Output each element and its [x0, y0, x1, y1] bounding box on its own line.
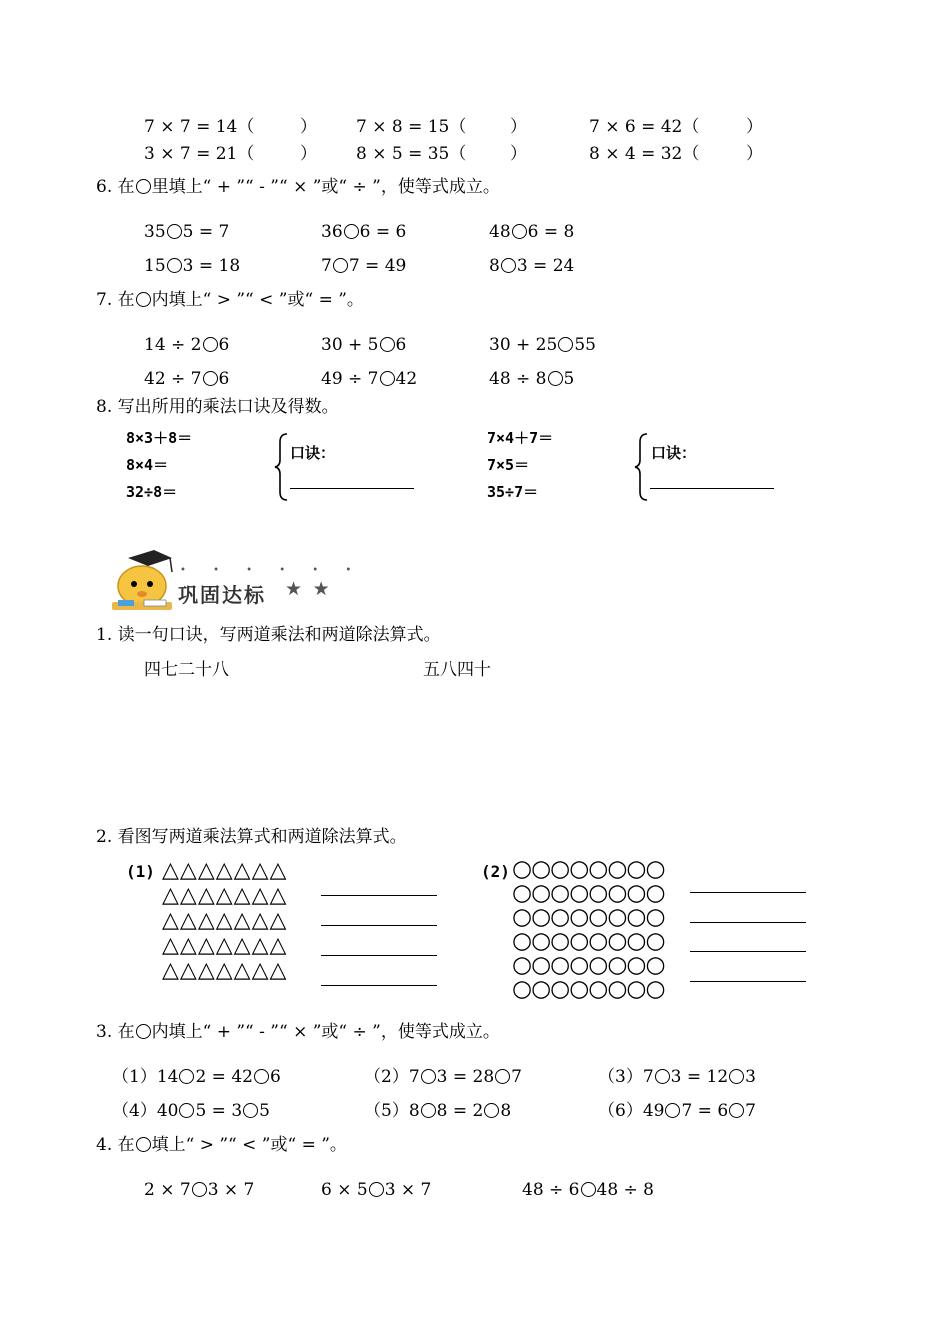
p2-title: 2. 看图写两道乘法算式和两道除法算式。 [96, 827, 407, 847]
koujue-label: 口诀： [290, 444, 336, 462]
blank-circle-icon[interactable] [192, 1182, 207, 1197]
paren-close: ） [746, 144, 763, 164]
q8-left-line: 8×3＋8＝ [126, 429, 193, 447]
p3-title: 3. 在 内填上“ + ”“ - ”“ × ”或“ ÷ ”，使等式成立。 [96, 1022, 500, 1042]
q7-item: 49 ÷ 7 42 [321, 369, 418, 389]
blank-circle-icon[interactable] [333, 258, 348, 273]
p1-item: 五八四十 [423, 660, 491, 680]
brace-icon [634, 432, 650, 502]
blank-circle-icon[interactable] [344, 224, 359, 239]
star-icon: ★ ★ [285, 578, 332, 600]
blank-circle-icon[interactable] [421, 1103, 436, 1118]
brace-icon [274, 432, 290, 502]
answer-line[interactable] [321, 955, 437, 956]
q7-item: 30 + 25 55 [489, 335, 596, 355]
q6-item: 15 3 = 18 [144, 256, 241, 276]
q8-right-line: 7×4＋7＝ [487, 429, 554, 447]
q6-item: 36 6 = 6 [321, 222, 407, 242]
p3-item: （5）8 8 = 2 8 [364, 1101, 512, 1121]
blank-circle-icon [136, 1024, 151, 1039]
p3-item: （6）49 7 = 6 7 [598, 1101, 756, 1121]
blank-circle-icon[interactable] [729, 1103, 744, 1118]
p4-title: 4. 在 填上“ > ”“ < ”或“ = ”。 [96, 1135, 347, 1155]
p3-item: （2）7 3 = 28 7 [364, 1067, 522, 1087]
blank-circle-icon[interactable] [179, 1069, 194, 1084]
circle-row: ○○○○○○○○ [512, 952, 665, 978]
paren-close: ） [510, 144, 527, 164]
decor-dots: • • • • • • [180, 565, 364, 576]
circle-row: ○○○○○○○○ [512, 880, 665, 906]
q7-title: 7. 在 内填上“ > ”“ < ”或“ = ”。 [96, 290, 364, 310]
blank-circle-icon[interactable] [254, 1069, 269, 1084]
blank-circle-icon[interactable] [179, 1103, 194, 1118]
blank-circle-icon[interactable] [203, 371, 218, 386]
answer-line[interactable] [321, 985, 437, 986]
blank-circle-icon[interactable] [167, 258, 182, 273]
answer-line[interactable] [690, 951, 806, 952]
eq-text: 8 × 5 = 35（ [356, 144, 467, 164]
q8-right-line: 35÷7＝ [487, 483, 539, 501]
blank-circle-icon[interactable] [665, 1103, 680, 1118]
blank-circle-icon[interactable] [655, 1069, 670, 1084]
p4-item: 6 × 5 3 × 7 [321, 1180, 432, 1200]
eq-text: 3 × 7 = 21（ [144, 144, 255, 164]
q6-item: 8 3 = 24 [489, 256, 575, 276]
triangle-row: △△△△△△△ [162, 908, 288, 933]
paren-close: ） [510, 117, 527, 137]
p1-title: 1. 读一句口诀，写两道乘法和两道除法算式。 [96, 625, 441, 645]
p3-item: （1）14 2 = 42 6 [112, 1067, 281, 1087]
blank-circle-icon[interactable] [512, 224, 527, 239]
q8-title: 8. 写出所用的乘法口诀及得数。 [96, 397, 339, 417]
blank-circle-icon [136, 1137, 151, 1152]
mascot-icon [108, 546, 180, 614]
blank-circle-icon[interactable] [581, 1182, 596, 1197]
q6-item: 35 5 = 7 [144, 222, 230, 242]
blank-circle-icon[interactable] [167, 224, 182, 239]
q6-item: 48 6 = 8 [489, 222, 575, 242]
q7-item: 30 + 5 6 [321, 335, 407, 355]
answer-line[interactable] [690, 922, 806, 923]
eq-text: 8 × 4 = 32（ [589, 144, 700, 164]
triangle-row: △△△△△△△ [162, 858, 288, 883]
circle-row: ○○○○○○○○ [512, 976, 665, 1002]
q7-item: 48 ÷ 8 5 [489, 369, 575, 389]
blank-circle-icon[interactable] [243, 1103, 258, 1118]
answer-line[interactable] [650, 488, 774, 489]
circle-row: ○○○○○○○○ [512, 904, 665, 930]
q8-left-line: 8×4＝ [126, 456, 169, 474]
q6-title: 6. 在 里填上“ + ”“ - ”“ × ”或“ ÷ ”，使等式成立。 [96, 177, 500, 197]
answer-line[interactable] [290, 488, 414, 489]
q8-left-line: 32÷8＝ [126, 483, 178, 501]
figure-label: (2) [481, 862, 510, 881]
figure-label: (1) [126, 862, 155, 881]
blank-circle-icon[interactable] [380, 371, 395, 386]
p3-item: （3）7 3 = 12 3 [598, 1067, 756, 1087]
p4-item: 48 ÷ 6 48 ÷ 8 [522, 1180, 654, 1200]
blank-circle-icon[interactable] [558, 337, 573, 352]
answer-line[interactable] [690, 981, 806, 982]
p1-item: 四七二十八 [144, 660, 229, 680]
blank-circle-icon[interactable] [369, 1182, 384, 1197]
circle-row: ○○○○○○○○ [512, 856, 665, 882]
q6-item: 7 7 = 49 [321, 256, 407, 276]
paren-close: ） [746, 117, 763, 137]
blank-circle-icon[interactable] [380, 337, 395, 352]
blank-circle-icon[interactable] [548, 371, 563, 386]
blank-circle-icon[interactable] [729, 1069, 744, 1084]
blank-circle-icon[interactable] [203, 337, 218, 352]
answer-line[interactable] [690, 892, 806, 893]
circle-row: ○○○○○○○○ [512, 928, 665, 954]
triangle-row: △△△△△△△ [162, 883, 288, 908]
answer-line[interactable] [321, 895, 437, 896]
blank-circle-icon[interactable] [501, 258, 516, 273]
eq-text: 7 × 6 = 42（ [589, 117, 700, 137]
blank-circle-icon[interactable] [484, 1103, 499, 1118]
koujue-label: 口诀： [651, 444, 697, 462]
blank-circle-icon[interactable] [495, 1069, 510, 1084]
blank-circle-icon[interactable] [421, 1069, 436, 1084]
paren-close: ） [300, 144, 317, 164]
banner-title: 巩固达标 [178, 583, 266, 607]
p4-item: 2 × 7 3 × 7 [144, 1180, 255, 1200]
blank-circle-icon [136, 179, 151, 194]
answer-line[interactable] [321, 925, 437, 926]
q8-right-line: 7×5＝ [487, 456, 530, 474]
eq-text: 7 × 7 = 14（ [144, 117, 255, 137]
p3-item: （4）40 5 = 3 5 [112, 1101, 270, 1121]
eq-text: 7 × 8 = 15（ [356, 117, 467, 137]
triangle-row: △△△△△△△ [162, 958, 288, 983]
paren-close: ） [300, 117, 317, 137]
q7-item: 14 ÷ 2 6 [144, 335, 230, 355]
q7-item: 42 ÷ 7 6 [144, 369, 230, 389]
blank-circle-icon [136, 292, 151, 307]
triangle-row: △△△△△△△ [162, 933, 288, 958]
